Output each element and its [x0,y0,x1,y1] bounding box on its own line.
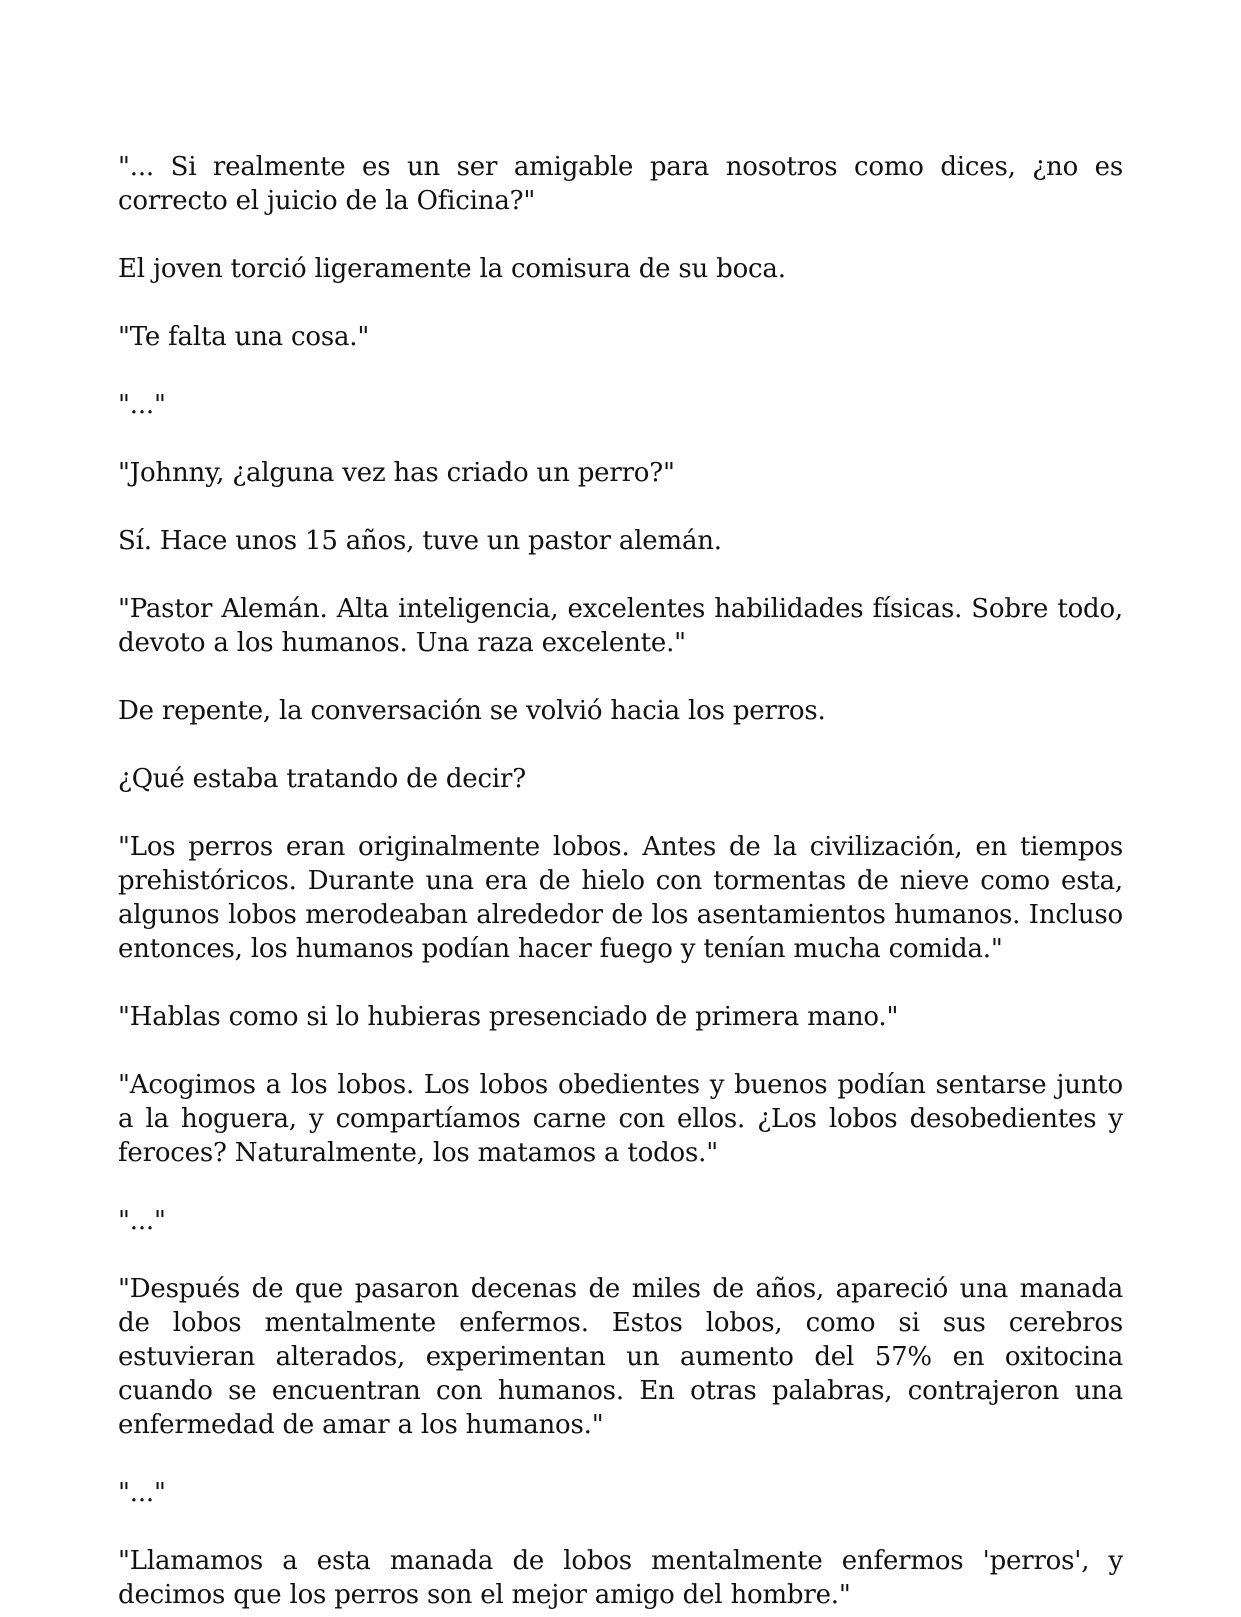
paragraph: "... Si realmente es un ser amigable para nosotros como dices, ¿no es correcto el juicio de la Oficina?" [118,152,1123,216]
paragraph: "Después de que pasaron decenas de miles de años, apareció una manada de lobos mentalmente enfermos. Estos lobos, como si sus cerebros estuvieran alterados, experimentan un aumento del 57% en oxitocina cuando se encuentran con humanos. En otras palabras, contrajeron una enfermedad de amar a los humanos." [118,1274,1123,1440]
paragraph: "..." [118,1206,166,1236]
paragraph: "..." [118,390,166,420]
paragraph: ¿Qué estaba tratando de decir? [118,764,526,794]
paragraph: "Llamamos a esta manada de lobos mentalmente enfermos 'perros', y decimos que los perros son el mejor amigo del hombre." [118,1546,1123,1610]
paragraph: "Acogimos a los lobos. Los lobos obedientes y buenos podían sentarse junto a la hoguera, y compartíamos carne con ellos. ¿Los lobos desobedientes y feroces? Naturalmente, los matamos a todos." [118,1070,1123,1168]
paragraph: Sí. Hace unos 15 años, tuve un pastor alemán. [118,526,722,556]
paragraph: "Pastor Alemán. Alta inteligencia, excelentes habilidades físicas. Sobre todo, devoto a los humanos. Una raza excelente." [118,594,1123,658]
paragraph: "Hablas como si lo hubieras presenciado de primera mano." [118,1002,899,1032]
paragraph: "..." [118,1478,166,1508]
document-page [118,150,1123,1617]
paragraph: "Johnny, ¿alguna vez has criado un perro?" [118,458,675,488]
paragraph: De repente, la conversación se volvió hacia los perros. [118,696,826,726]
paragraph: "Te falta una cosa." [118,322,370,352]
paragraph: "Los perros eran originalmente lobos. Antes de la civilización, en tiempos prehistóricos. Durante una era de hielo con tormentas de nieve como esta, algunos lobos merodeaban alrededor de los asentamientos humanos. Incluso entonces, los humanos podían hacer fuego y tenían mucha comida." [118,832,1123,964]
paragraph: El joven torció ligeramente la comisura de su boca. [118,254,786,284]
